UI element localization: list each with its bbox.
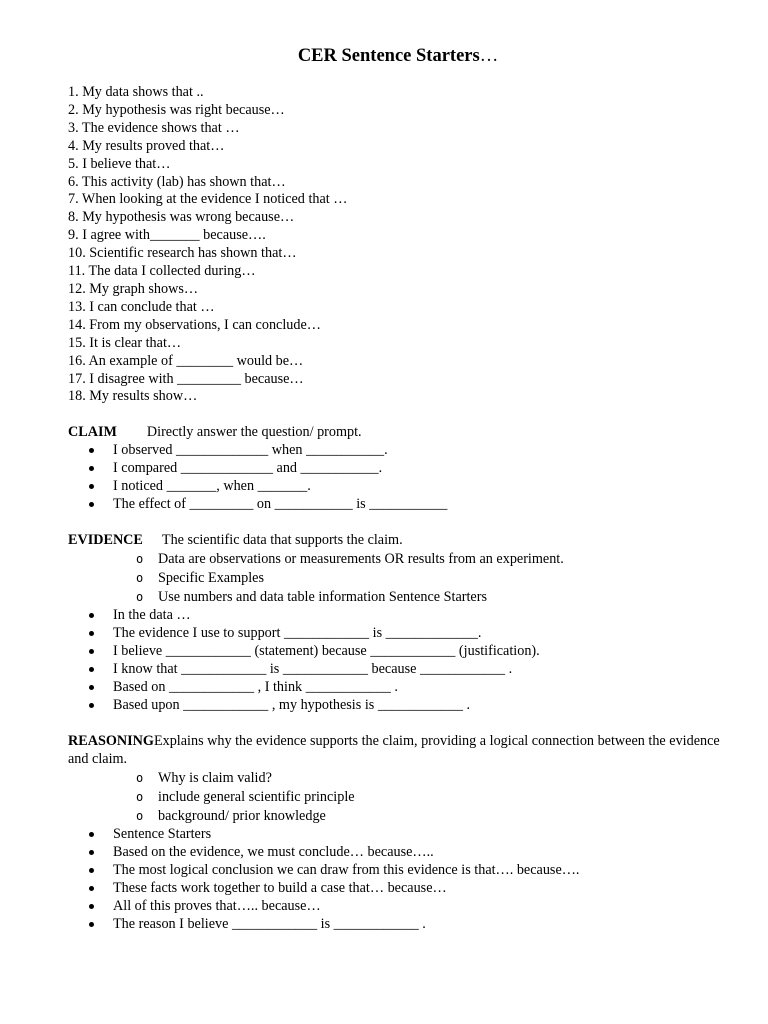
list-item: 16. An example of ________ would be… <box>68 352 304 369</box>
evidence-description: The scientific data that supports the claim. <box>161 531 403 548</box>
list-item: o Why is claim valid? <box>68 769 728 788</box>
list-item: 10. Scientific research has shown that… <box>68 245 297 262</box>
list-item: 17. I disagree with _________ because… <box>68 370 304 387</box>
list-item: I noticed _______, when _______. <box>68 478 728 496</box>
claim-description: Directly answer the question/ prompt. <box>146 424 362 441</box>
list-item: I compared _____________ and ___________. <box>68 460 728 478</box>
list-item: 7. When looking at the evidence I noticed that … <box>68 191 348 208</box>
document-page <box>68 46 728 934</box>
list-item: 18. My results show… <box>68 388 198 405</box>
list-item: The effect of _________ on ___________ is ___________ <box>68 496 728 514</box>
claim-bullets <box>68 442 728 514</box>
reasoning-heading: REASONING <box>68 732 154 749</box>
claim-heading-line <box>68 424 728 442</box>
list-item: The most logical conclusion we can draw from this evidence is that…. because…. <box>68 862 728 880</box>
list-item: Based on the evidence, we must conclude… because….. <box>68 844 728 862</box>
list-item: The reason I believe ____________ is ____________ . <box>68 916 728 934</box>
reasoning-section <box>68 733 728 934</box>
list-item: o Specific Examples <box>68 569 728 588</box>
list-item: These facts work together to build a case that… because… <box>68 880 728 898</box>
list-item: The evidence I use to support ____________ is _____________. <box>68 625 728 643</box>
list-item: 4. My results proved that… <box>68 137 225 154</box>
title-suffix: … <box>479 46 499 66</box>
list-item: Based on ____________ , I think ____________ . <box>68 679 728 697</box>
list-item: I observed _____________ when ___________. <box>68 442 728 460</box>
evidence-bullets <box>68 607 728 714</box>
list-item: I believe ____________ (statement) because ____________ (justification). <box>68 643 728 661</box>
evidence-subitems <box>68 550 728 608</box>
list-item: Based upon ____________ , my hypothesis is ____________ . <box>68 697 728 715</box>
list-item: 8. My hypothesis was wrong because… <box>68 209 295 226</box>
list-item: 5. I believe that… <box>68 155 171 172</box>
list-item: o Use numbers and data table information Sentence Starters <box>68 588 728 607</box>
list-item: 14. From my observations, I can conclude… <box>68 316 321 333</box>
claim-section <box>68 424 728 514</box>
reasoning-heading-line <box>68 733 728 769</box>
reasoning-bullets <box>68 826 728 933</box>
list-item: 6. This activity (lab) has shown that… <box>68 173 286 190</box>
list-item: o include general scientific principle <box>68 788 728 807</box>
evidence-heading-line <box>68 532 728 550</box>
starters-list <box>68 84 728 406</box>
list-item: Sentence Starters <box>68 826 728 844</box>
reasoning-description: Explains why the evidence supports the claim, providing a logical connection between the evidence and claim. <box>68 732 720 767</box>
reasoning-subitems <box>68 769 728 827</box>
page-title <box>68 46 728 67</box>
list-item: 15. It is clear that… <box>68 334 182 351</box>
list-item: In the data … <box>68 607 728 625</box>
list-item: 11. The data I collected during… <box>68 263 256 280</box>
list-item: 12. My graph shows… <box>68 280 199 297</box>
claim-heading: CLAIM <box>68 424 117 441</box>
list-item: o Data are observations or measurements OR results from an experiment. <box>68 550 728 569</box>
list-item: 1. My data shows that .. <box>68 84 204 100</box>
list-item: 13. I can conclude that … <box>68 298 215 315</box>
list-item: 2. My hypothesis was right because… <box>68 101 285 118</box>
list-item: o background/ prior knowledge <box>68 807 728 826</box>
list-item: I know that ____________ is ____________ because ____________ . <box>68 661 728 679</box>
evidence-section <box>68 532 728 715</box>
list-item: 3. The evidence shows that … <box>68 119 240 136</box>
list-item: All of this proves that….. because… <box>68 898 728 916</box>
list-item: 9. I agree with_______ because…. <box>68 227 266 244</box>
title-main: CER Sentence Starters <box>297 46 480 66</box>
evidence-heading: EVIDENCE <box>68 531 143 548</box>
